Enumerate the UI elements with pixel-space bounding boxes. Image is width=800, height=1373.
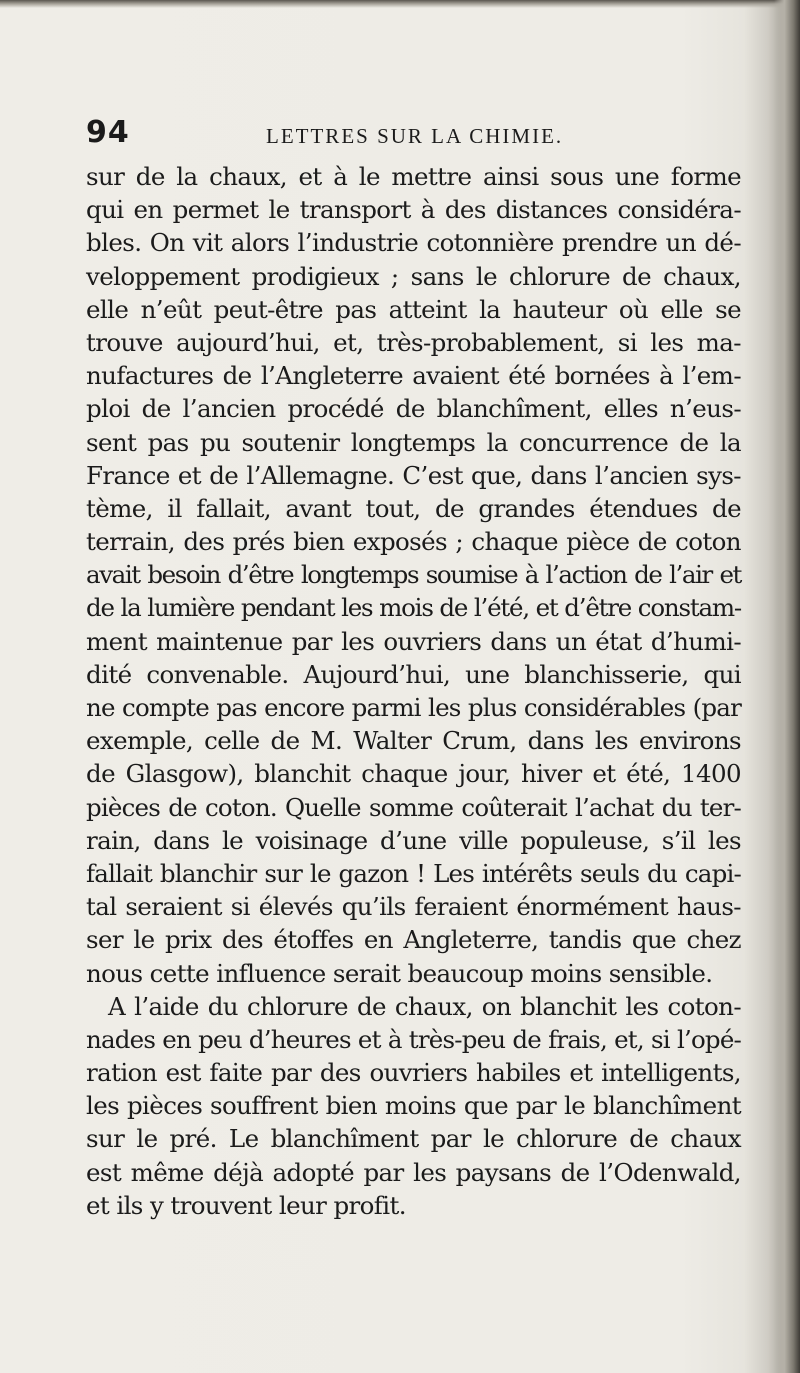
text-line: ment maintenue par les ouvriers dans un état d’humi- xyxy=(86,626,741,656)
page-top-shadow xyxy=(0,0,800,8)
body-text xyxy=(86,160,741,1222)
text-line: elle n’eût peut-être pas atteint la hauteur où elle se xyxy=(86,294,741,324)
text-line: trouve aujourd’hui, et, très-probablement, si les ma- xyxy=(86,327,741,357)
text-line: France et de l’Allemagne. C’est que, dans l’ancien sys- xyxy=(86,460,741,490)
text-line: rain, dans le voisinage d’une ville populeuse, s’il les xyxy=(86,825,741,855)
text-line: nous cette influence serait beaucoup moins sensible. xyxy=(86,958,713,988)
text-line: bles. On vit alors l’industrie cotonnière prendre un dé- xyxy=(86,228,741,258)
text-line: ploi de l’ancien procédé de blanchîment, elles n’eus- xyxy=(86,394,741,424)
text-line: sur le pré. Le blanchîment par le chlorure de chaux xyxy=(86,1124,741,1154)
text-line: qui en permet le transport à des distances considéra- xyxy=(86,195,741,225)
text-line: les pièces souffrent bien moins que par le blanchîment xyxy=(86,1091,741,1121)
text-line: est même déjà adopté par les paysans de l’Odenwald, xyxy=(86,1157,741,1187)
text-line: de Glasgow), blanchit chaque jour, hiver et été, 1400 xyxy=(86,759,741,789)
text-line: nades en peu d’heures et à très-peu de frais, et, si l’opé- xyxy=(86,1024,741,1054)
text-line: tal seraient si élevés qu’ils feraient énormément haus- xyxy=(86,892,741,922)
text-line: terrain, des prés bien exposés ; chaque pièce de coton xyxy=(86,527,741,557)
text-line: ser le prix des étoffes en Angleterre, tandis que chez xyxy=(86,925,741,955)
text-line: tème, il fallait, avant tout, de grandes étendues de xyxy=(86,493,741,523)
text-line: ne compte pas encore parmi les plus considérables (par xyxy=(86,693,741,722)
text-line: sur de la chaux, et à le mettre ainsi sous une forme xyxy=(86,162,741,191)
text-line: fallait blanchir sur le gazon ! Les intérêts seuls du capi- xyxy=(86,858,741,888)
text-line: exemple, celle de M. Walter Crum, dans les environs xyxy=(86,726,741,756)
text-line: pièces de coton. Quelle somme coûterait l’achat du ter- xyxy=(86,792,741,822)
text-line: veloppement prodigieux ; sans le chlorure de chaux, xyxy=(86,261,741,291)
text-line: de la lumière pendant les mois de l’été, et d’être constam- xyxy=(86,593,741,623)
text-line: sent pas pu soutenir longtemps la concurrence de la xyxy=(86,427,741,457)
page-number: 94 xyxy=(86,115,130,150)
text-line: avait besoin d’être longtemps soumise à l’action de l’air et xyxy=(86,560,741,590)
text-line: ration est faite par des ouvriers habiles et intelligents, xyxy=(86,1058,741,1088)
page-binding-edge xyxy=(774,0,800,1373)
text-line: et ils y trouvent leur profit. xyxy=(86,1190,406,1220)
running-head: LETTRES SUR LA CHIMIE. xyxy=(266,124,564,148)
paragraph-start-line: A l’aide du chlorure de chaux, on blanchit les coton- xyxy=(108,991,741,1021)
text-line: nufactures de l’Angleterre avaient été bornées à l’em- xyxy=(86,361,741,391)
page-header xyxy=(86,115,746,155)
text-line: dité convenable. Aujourd’hui, une blanchisserie, qui xyxy=(86,659,741,689)
